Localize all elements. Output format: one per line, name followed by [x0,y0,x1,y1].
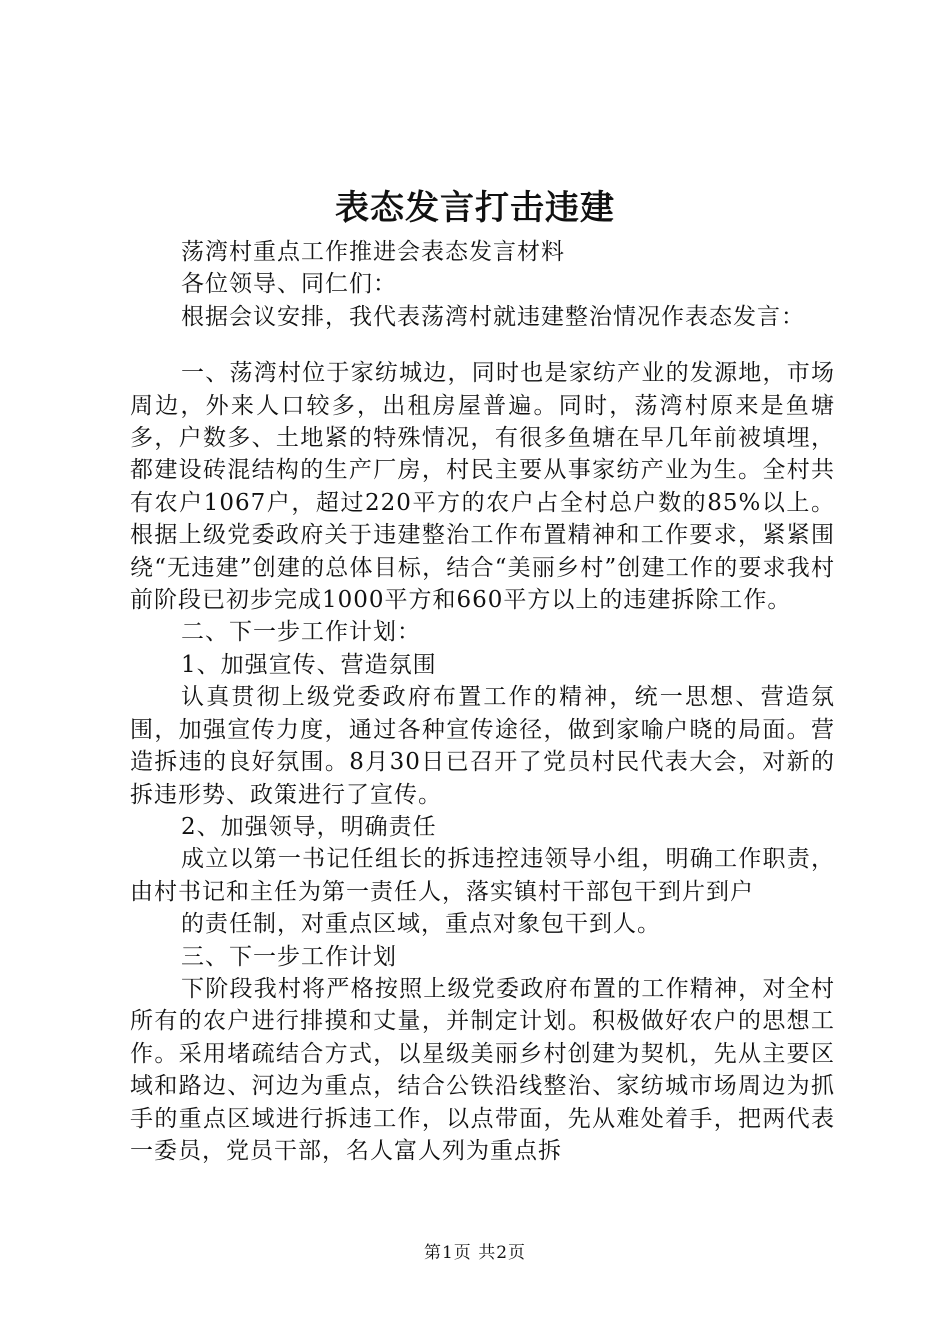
paragraph: 认真贯彻上级党委政府布置工作的精神，统一思想、营造氛围，加强宣传力度，通过各种宣传途径，做到家喻户晓的局面。营造拆违的良好氛围。8月30日已召开了党员村民代表大会，对新的拆违形势、政策进行了宣传。 [130,684,835,808]
section-heading: 三、下一步工作计划 [181,943,397,970]
paragraph: 的责任制，对重点区域，重点对象包干到人。 [181,911,661,938]
paragraph: 荡湾村重点工作推进会表态发言材料 [181,239,565,265]
paragraph: 一、荡湾村位于家纺城边，同时也是家纺产业的发源地，市场周边，外来人口较多，出租房屋普遍。同时，荡湾村原来是鱼塘多，户数多、土地紧的特殊情况，有很多鱼塘在早几年前被填埋，都建设砖混结构的生产厂房，村民主要从事家纺产业为生。全村共有农户1067户，超过220平方的农户占全村总户数的85%以上。根据上级党委政府关于违建整治工作布置精神和工作要求，紧紧围绕“无违建”创建的总体目标，结合“美丽乡村”创建工作的要求我村前阶段已初步完成1000平方和660平方以上的违建拆除工作。 [130,360,835,614]
page-footer: 第1页 共2页 [423,1243,527,1263]
paragraph: 成立以第一书记任组长的拆违控违领导小组，明确工作职责，由村书记和主任为第一责任人，落实镇村干部包干到片到户 [130,846,835,905]
paragraph: 各位领导、同仁们： [181,271,397,298]
document-body [130,236,835,1167]
paragraph: 根据会议安排，我代表荡湾村就违建整治情况作表态发言： [181,303,805,330]
paragraph: 下阶段我村将严格按照上级党委政府布置的工作精神，对全村所有的农户进行排摸和丈量，并制定计划。积极做好农户的思想工作。采用堵疏结合方式，以星级美丽乡村创建为契机，先从主要区域和路边、河边为重点，结合公铁沿线整治、家纺城市场周边为抓手的重点区域进行拆违工作，以点带面，先从难处着手，把两代表一委员，党员干部，名人富人列为重点拆 [130,975,835,1164]
subsection-heading: 1、加强宣传、营造氛围 [181,651,437,678]
section-heading: 二、下一步工作计划： [181,619,421,646]
subsection-heading: 2、加强领导，明确责任 [181,813,437,840]
document-title: 表态发言打击违建 [335,188,615,228]
